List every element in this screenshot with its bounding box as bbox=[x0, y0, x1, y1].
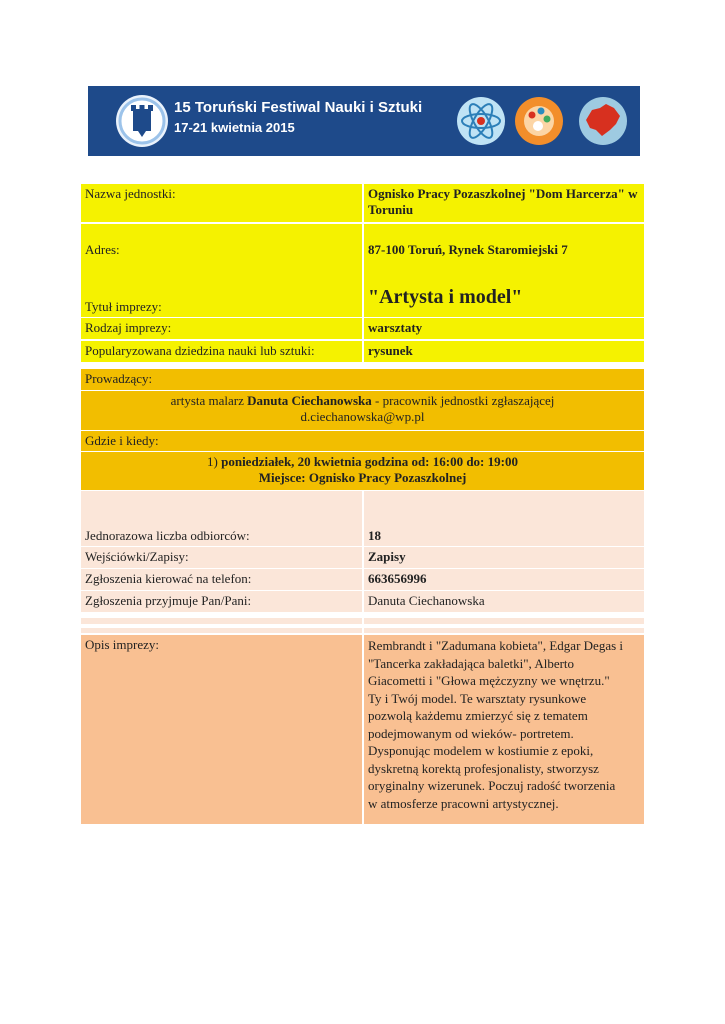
when-number: 1) bbox=[207, 454, 222, 469]
host-details bbox=[81, 391, 644, 430]
host-prefix: artysta malarz bbox=[170, 393, 248, 408]
table-row bbox=[81, 591, 644, 612]
europe-map-icon bbox=[572, 96, 634, 146]
desc-value: Rembrandt i "Zadumana kobieta", Edgar Degas i "Tancerka zakładająca baletki", Alberto Giacometti i "Głowa mężczyzny we wnętrzu." Ty i Twój model. Te warsztaty rysunkowe pozwolą każdemu zmierzyć się z tematem podejmowanym od wieków- portretem. Dysponując modelem w kostiumie z epoki, dyskretną korektą profesjonalisty, stworzysz oryginalny wizerunek. Poczuj radość tworzenia w atmosferze pracowni artystycznej. bbox=[364, 635, 644, 824]
field-value: rysunek bbox=[364, 341, 644, 362]
atom-icon bbox=[456, 96, 506, 146]
table-row bbox=[81, 491, 644, 546]
festival-logo-icon bbox=[116, 95, 168, 147]
table-row bbox=[81, 547, 644, 568]
unit-label: Nazwa jednostki: bbox=[81, 184, 362, 222]
phone-label: Zgłoszenia kierować na telefon: bbox=[81, 569, 362, 590]
table-row bbox=[81, 341, 644, 362]
table-row bbox=[81, 635, 644, 824]
tickets-value: Zapisy bbox=[364, 547, 644, 568]
table-row bbox=[81, 391, 644, 430]
table-row bbox=[81, 318, 644, 339]
desc-label: Opis imprezy: bbox=[81, 635, 362, 824]
table-row bbox=[81, 569, 644, 590]
table-spacer bbox=[81, 618, 644, 624]
address-label: Adres: bbox=[81, 224, 362, 282]
when-details bbox=[81, 452, 644, 490]
table-row bbox=[81, 452, 644, 490]
tickets-label: Wejściówki/Zapisy: bbox=[81, 547, 362, 568]
type-label: Rodzaj imprezy: bbox=[81, 318, 362, 339]
type-value: warsztaty bbox=[364, 318, 644, 339]
table-row bbox=[81, 224, 644, 282]
festival-banner bbox=[88, 86, 640, 156]
banner-title: 15 Toruński Festiwal Nauki i Sztuki bbox=[174, 99, 423, 116]
table-row bbox=[81, 282, 644, 317]
person-value: Danuta Ciechanowska bbox=[364, 591, 644, 612]
phone-value: 663656996 bbox=[364, 569, 644, 590]
palette-icon bbox=[514, 96, 564, 146]
host-name: Danuta Ciechanowska bbox=[247, 393, 372, 408]
table-row bbox=[81, 184, 644, 222]
when-label: Gdzie i kiedy: bbox=[81, 431, 644, 451]
event-title: "Artysta i model" bbox=[364, 282, 644, 317]
title-label: Tytuł imprezy: bbox=[81, 282, 362, 317]
host-suffix: - pracownik jednostki zgłaszającej bbox=[371, 393, 555, 408]
field-label: Popularyzowana dziedzina nauki lub sztuki: bbox=[81, 341, 362, 362]
table-spacer bbox=[81, 628, 644, 633]
audience-label: Jednorazowa liczba odbiorców: bbox=[81, 491, 362, 546]
unit-value: Ognisko Pracy Pozaszkolnej "Dom Harcerza" w Toruniu bbox=[364, 184, 644, 222]
audience-value: 18 bbox=[364, 491, 644, 546]
host-email: d.ciechanowska@wp.pl bbox=[300, 409, 425, 424]
when-value: poniedziałek, 20 kwietnia godzina od: 16:00 do: 19:00 bbox=[221, 454, 518, 469]
banner-dates: 17-21 kwietnia 2015 bbox=[174, 120, 295, 135]
place-value: Miejsce: Ognisko Pracy Pozaszkolnej bbox=[258, 470, 467, 485]
host-label: Prowadzący: bbox=[81, 369, 644, 390]
address-value: 87-100 Toruń, Rynek Staromiejski 7 bbox=[364, 224, 644, 282]
table-row bbox=[81, 431, 644, 451]
person-label: Zgłoszenia przyjmuje Pan/Pani: bbox=[81, 591, 362, 612]
table-row bbox=[81, 369, 644, 390]
